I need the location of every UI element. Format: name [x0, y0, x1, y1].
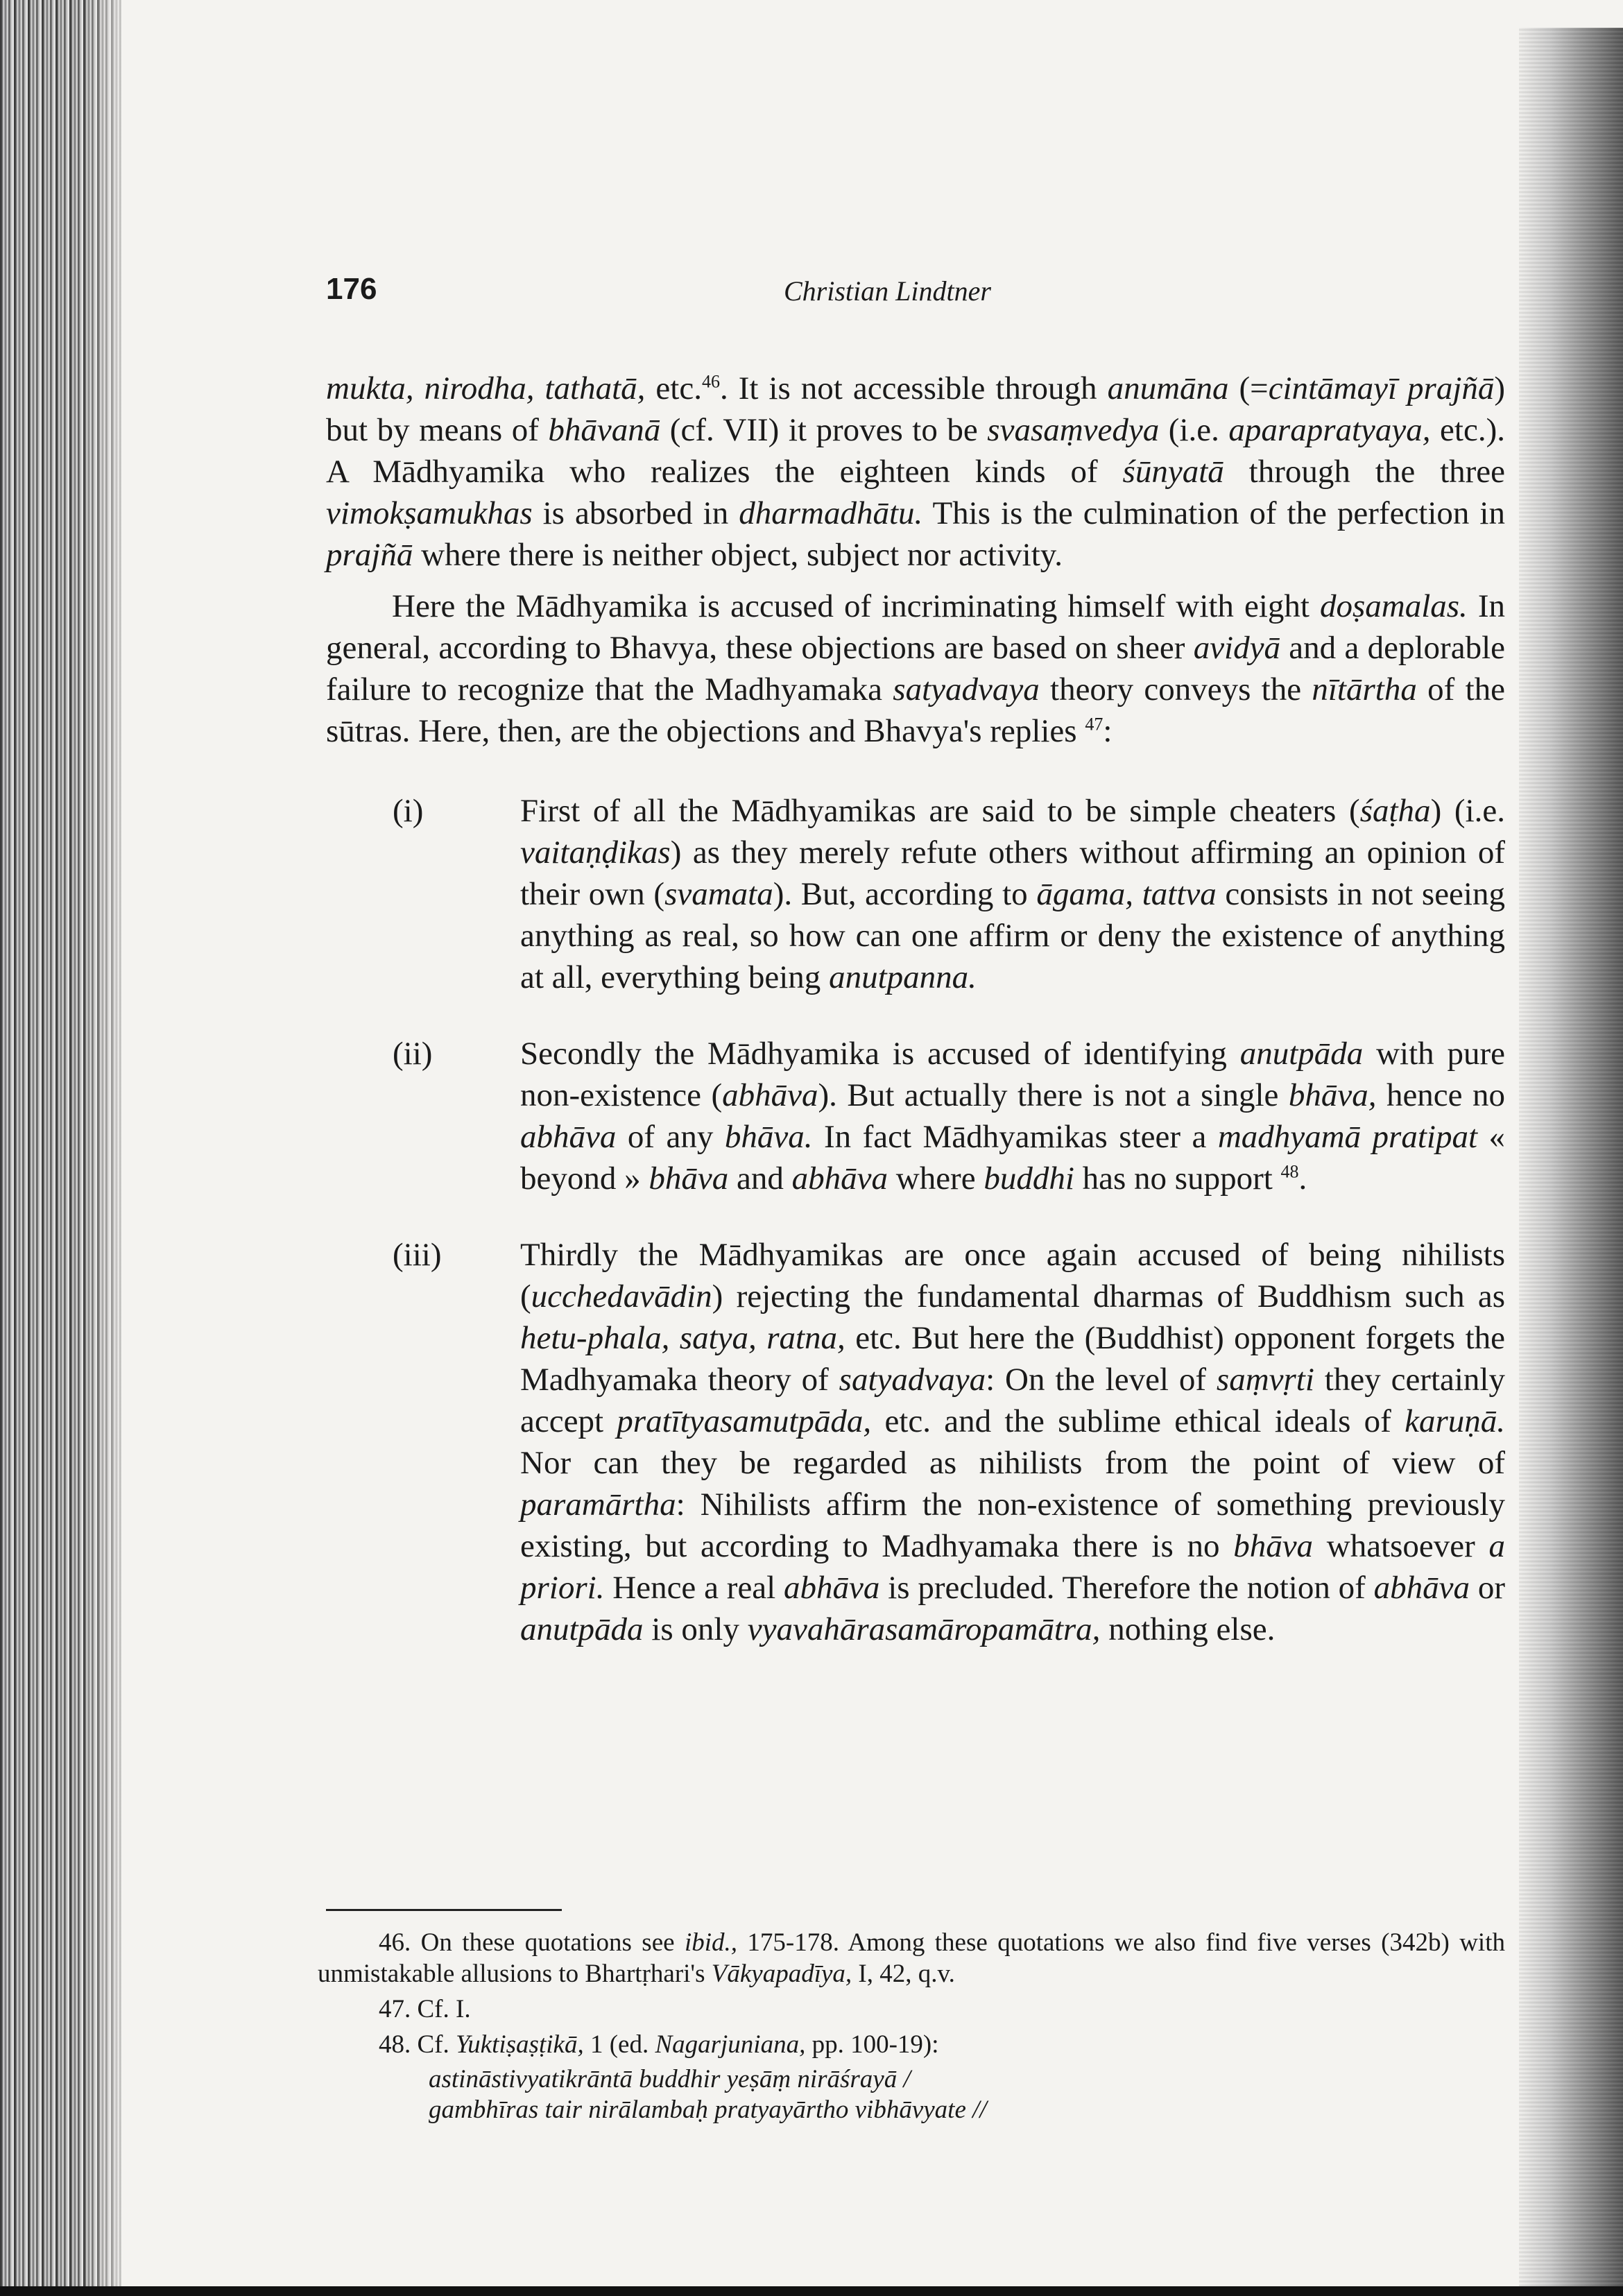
italic-term: anutpāda	[520, 1611, 644, 1647]
footnote-ref: 48	[1280, 1161, 1299, 1182]
text-run: etc. But here the (Buddhist) opponent forgets the Madhyamaka theory of	[520, 1320, 1505, 1398]
text-run: This is the culmination of the perfection in	[922, 495, 1505, 531]
footnote-48-verse	[318, 2064, 1505, 2125]
text-run: is absorbed in	[532, 495, 739, 531]
text-run: .	[1298, 1160, 1307, 1197]
text-run: is only	[643, 1611, 748, 1647]
objection-item-i	[326, 790, 1505, 998]
text-run: ) rejecting the fundamental dharmas of Buddhism such as	[712, 1278, 1505, 1314]
text-run: is precluded. Therefore the notion of	[879, 1570, 1374, 1606]
text-run: through the three	[1223, 454, 1506, 490]
italic-term: cintāmayī prajñā	[1268, 370, 1495, 406]
text-run: ) as they merely refute others without affirming an opinion of their own (	[520, 834, 1505, 912]
italic-term: dharmadhātu.	[739, 495, 923, 531]
text-run: In fact Mādhyamikas steer a	[812, 1119, 1218, 1155]
italic-term: abhāva	[791, 1160, 888, 1197]
italic-term: a priori.	[520, 1528, 1505, 1606]
italic-term: svasaṃvedya	[987, 412, 1160, 448]
page-number: 176	[326, 272, 377, 306]
text-run: ). But actually there is not a single	[818, 1077, 1289, 1113]
text-run: : On the level of	[986, 1362, 1217, 1398]
text-run: : Nihilists affirm the non-existence of something previously existing, but according to Madhyamaka there is no	[520, 1487, 1505, 1564]
italic-term: Vākyapadīya,	[711, 1960, 852, 1988]
italic-term: nītārtha	[1312, 671, 1417, 708]
italic-term: madhyamā pratipat	[1217, 1119, 1478, 1155]
objection-text	[520, 1234, 1505, 1650]
text-run: ) (i.e.	[1430, 793, 1505, 829]
italic-term: satyadvaya	[893, 671, 1040, 708]
footnote-ref: 47	[1085, 714, 1104, 735]
objection-text	[520, 790, 1505, 998]
footnotes	[318, 1927, 1505, 2125]
italic-term: abhāva	[784, 1570, 880, 1606]
text-run: they certainly accept	[520, 1362, 1505, 1439]
italic-term: mukta, nirodha, tathatā,	[326, 370, 646, 406]
text-run: Hence a real	[604, 1570, 784, 1606]
italic-term: vaitaṇḍikas	[520, 834, 671, 871]
italic-term: abhāva	[520, 1119, 617, 1155]
objection-label: (iii)	[393, 1237, 442, 1273]
running-head-author: Christian Lindtner	[784, 275, 991, 307]
text-run: 47. Cf. I.	[379, 1995, 471, 2023]
objection-list	[326, 790, 1505, 1650]
text-run: Secondly the Mādhyamika is accused of identifying	[520, 1036, 1240, 1072]
text-run: I, 42, q.v.	[852, 1960, 955, 1988]
verse-line-2: gambhīras tair nirālambaḥ pratyayārtho vibhāvyate //	[429, 2096, 987, 2124]
italic-term: anutpāda	[1239, 1036, 1364, 1072]
text-run: of the sūtras. Here, then, are the objections and Bhavya's replies	[326, 671, 1505, 749]
italic-term: Yuktiṣaṣṭikā,	[456, 2030, 584, 2059]
italic-term: buddhi	[984, 1160, 1074, 1197]
italic-term: ucchedavādin	[531, 1278, 712, 1314]
italic-term: vyavahārasamāropamātra,	[747, 1611, 1101, 1647]
paragraph-1	[326, 368, 1505, 576]
italic-term: hetu-phala, satya, ratna,	[520, 1320, 845, 1356]
text-run: Nor can they be regarded as nihilists from the point of view of	[520, 1445, 1505, 1481]
italic-term: Nagarjuniana,	[655, 2030, 806, 2059]
text-run: 48. Cf.	[379, 2030, 456, 2059]
text-run: etc. and the sublime ethical ideals of	[871, 1403, 1405, 1439]
running-head	[326, 272, 1505, 314]
italic-term: bhāvanā	[548, 412, 661, 448]
italic-term: śaṭha	[1359, 793, 1431, 829]
text-run: nothing else.	[1100, 1611, 1276, 1647]
footnote-47	[318, 1994, 1505, 2025]
text-run: with pure non-existence (	[520, 1036, 1505, 1113]
text-run: hence no	[1376, 1077, 1506, 1113]
text-run: or	[1470, 1570, 1505, 1606]
italic-term: avidyā	[1193, 630, 1280, 666]
italic-term: bhāva	[1233, 1528, 1314, 1564]
footnote-separator	[326, 1909, 562, 1911]
objection-item-iii	[326, 1234, 1505, 1650]
text-run: First of all the Mādhyamikas are said to be simple cheaters (	[520, 793, 1360, 829]
paragraph-2	[326, 585, 1505, 752]
italic-term: paramārtha	[520, 1487, 676, 1523]
text-run: Here the Mādhyamika is accused of incriminating himself with eight	[392, 588, 1320, 624]
italic-term: bhāva,	[1288, 1077, 1377, 1113]
text-run: and	[728, 1160, 792, 1197]
text-run: has no support	[1074, 1160, 1281, 1197]
text-run: 46. On these quotations see	[379, 1928, 685, 1957]
text-run: ) but by means of	[326, 370, 1506, 448]
text-run: of any	[616, 1119, 725, 1155]
scan-binding-fade	[83, 0, 139, 2296]
text-run: 175-178. Among these quotations we also find five verses (342b) with unmistakable allusions to Bhartṛhari's	[318, 1928, 1505, 1988]
italic-term: vimokṣamukhas	[326, 495, 533, 531]
text-run: where	[888, 1160, 984, 1197]
italic-term: prajñā	[326, 537, 413, 573]
italic-term: bhāva.	[724, 1119, 813, 1155]
objection-label: (ii)	[393, 1036, 433, 1072]
italic-term: saṃvṛti	[1216, 1362, 1314, 1398]
text-run: :	[1103, 713, 1113, 749]
text-run: consists in not seeing anything as real, so how can one affirm or deny the existence of anything at all, everything being	[520, 876, 1505, 995]
text-run: where there is neither object, subject nor activity.	[413, 537, 1063, 573]
footnote-46	[318, 1927, 1505, 1989]
objection-text	[520, 1033, 1505, 1199]
scan-page-edge-texture	[1519, 28, 1623, 2296]
main-text	[326, 368, 1505, 1685]
objection-label: (i)	[393, 793, 424, 829]
text-run: Thirdly the Mādhyamikas are once again accused of being nihilists (	[520, 1237, 1505, 1314]
italic-term: bhāva	[649, 1160, 729, 1197]
text-run: « beyond »	[520, 1119, 1505, 1197]
text-run: ). But, according to	[773, 876, 1037, 912]
italic-term: anutpanna.	[829, 959, 977, 995]
text-run: etc.	[645, 370, 702, 406]
text-run: . It is not accessible through	[719, 370, 1108, 406]
text-run: pp. 100-19):	[805, 2030, 939, 2059]
italic-term: ibid.,	[684, 1928, 738, 1957]
italic-term: anumāna	[1107, 370, 1229, 406]
italic-term: satyadvaya	[839, 1362, 986, 1398]
text-run: theory conveys the	[1039, 671, 1312, 708]
text-run: etc.). A Mādhyamika who realizes the eighteen kinds of	[326, 412, 1505, 490]
footnote-ref: 46	[701, 371, 720, 392]
text-run: whatsoever	[1313, 1528, 1489, 1564]
text-run: (cf. VII) it proves to be	[660, 412, 988, 448]
italic-term: abhāva	[722, 1077, 818, 1113]
text-run: (=	[1228, 370, 1269, 406]
italic-term: abhāva	[1373, 1570, 1470, 1606]
verse-line-1: astināstivyatikrāntā buddhir yeṣāṃ nirāśrayā /	[429, 2065, 911, 2093]
italic-term: pratītyasamutpāda,	[617, 1403, 872, 1439]
italic-term: doṣamalas.	[1319, 588, 1468, 624]
italic-term: svamata	[664, 876, 773, 912]
italic-term: karuṇā.	[1405, 1403, 1505, 1439]
footnote-48	[318, 2029, 1505, 2060]
italic-term: āgama, tattva	[1036, 876, 1217, 912]
scan-bottom-edge	[0, 2286, 1623, 2296]
italic-term: śūnyatā	[1122, 454, 1224, 490]
text-run: 1 (ed.	[583, 2030, 655, 2059]
text-run: (i.e.	[1159, 412, 1229, 448]
objection-item-ii	[326, 1033, 1505, 1199]
text-run: and a deplorable failure to recognize that the Madhyamaka	[326, 630, 1505, 708]
text-run: In general, according to Bhavya, these objections are based on sheer	[326, 588, 1505, 666]
italic-term: aparapratyaya,	[1228, 412, 1431, 448]
